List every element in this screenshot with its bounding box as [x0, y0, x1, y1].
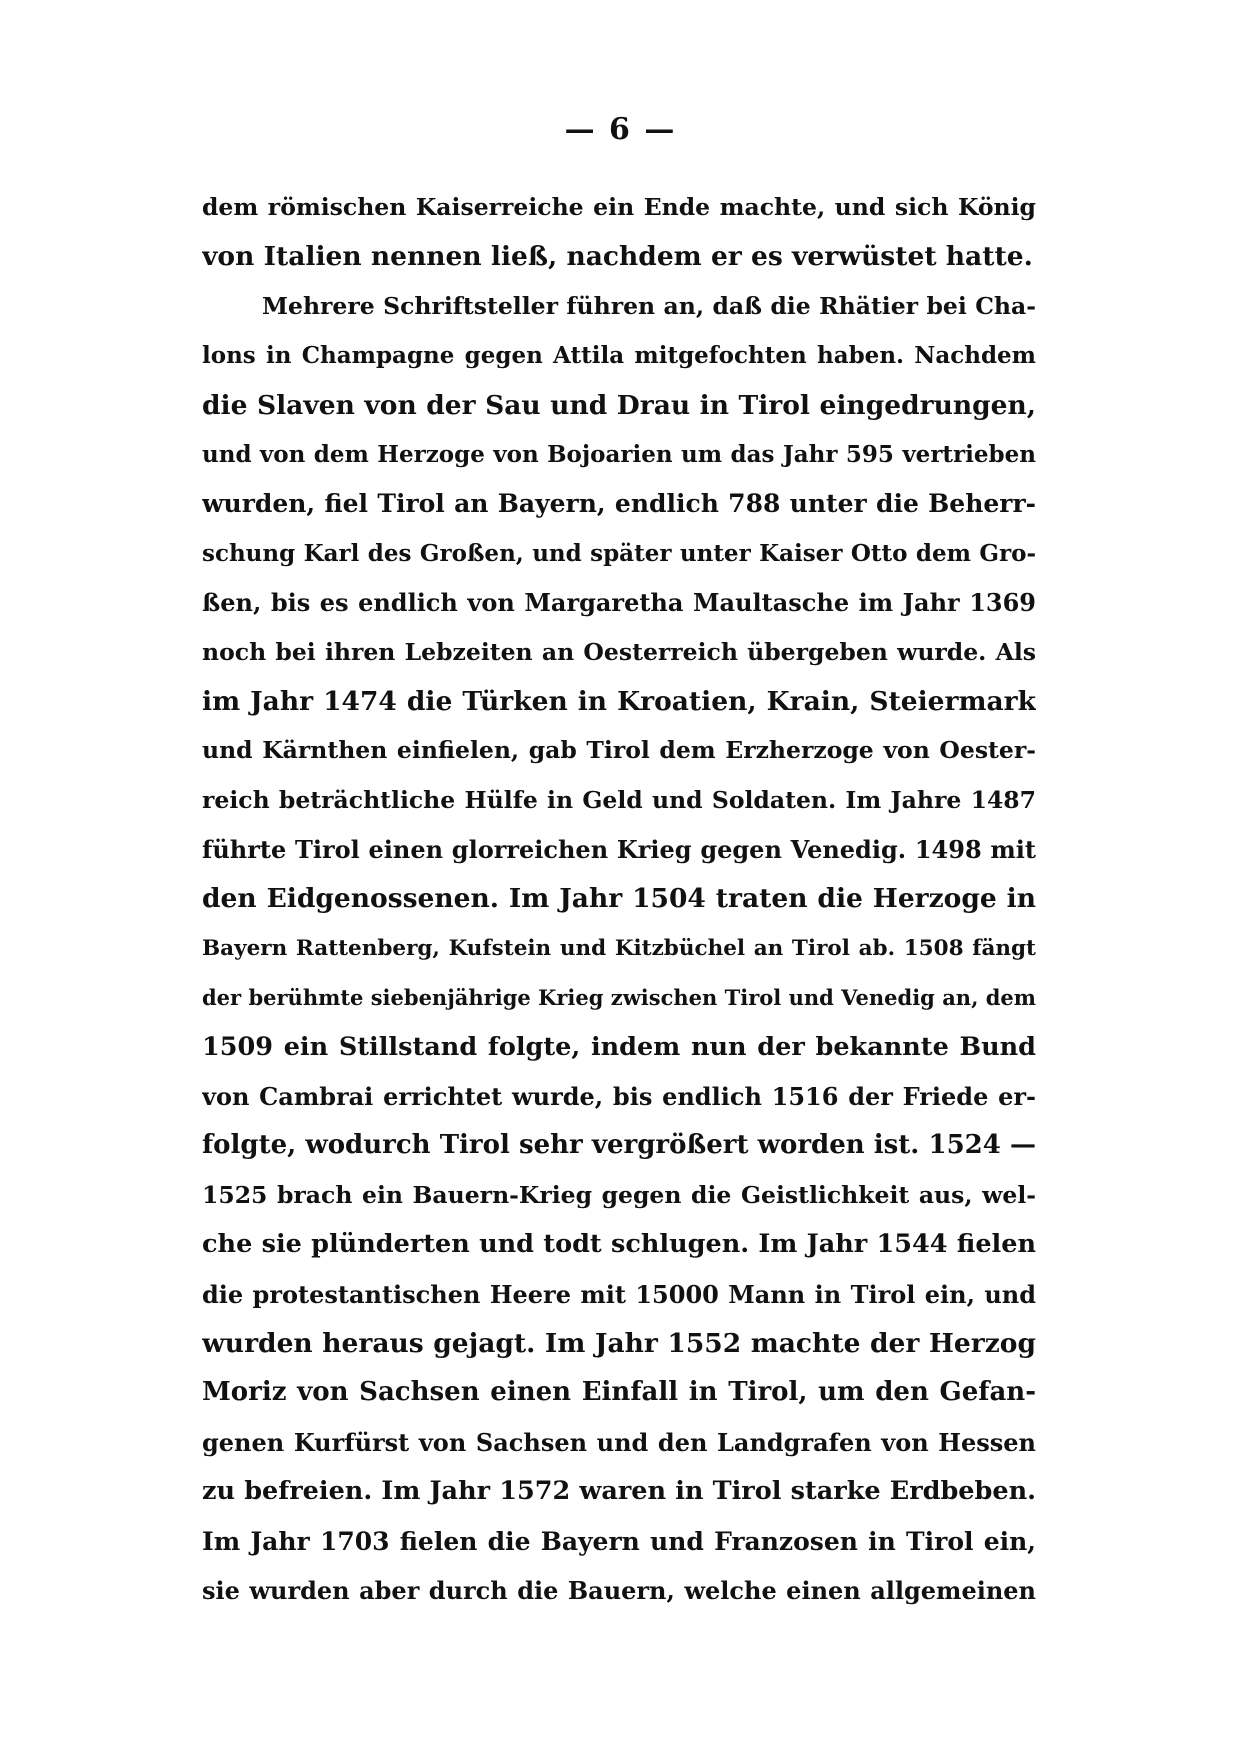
text-line: genen Kurfürst von Sachsen und den Landgrafen von Hessen — [202, 1427, 1036, 1457]
text-line: folgte, wodurch Tirol sehr vergrößert worden ist. 1524 — — [202, 1130, 1036, 1161]
text-line: im Jahr 1474 die Türken in Kroatien, Krain, Steiermark — [202, 685, 1036, 717]
text-line: Mehrere Schriftsteller führen an, daß die Rhätier bei Cha- — [262, 291, 1036, 320]
text-line: zu befreien. Im Jahr 1572 waren in Tirol starke Erdbeben. — [202, 1476, 1036, 1507]
text-line: reich beträchtliche Hülfe in Geld und Soldaten. Im Jahre 1487 — [202, 785, 1036, 814]
text-line: und Kärnthen einfielen, gab Tirol dem Erzherzoge von Oester- — [202, 736, 1036, 765]
text-line: noch bei ihren Lebzeiten an Oesterreich übergeben wurde. Als — [202, 637, 1036, 666]
text-line: 1525 brach ein Bauern-Krieg gegen die Geistlichkeit aus, wel- — [202, 1180, 1036, 1209]
text-line: wurden heraus gejagt. Im Jahr 1552 machte der Herzog — [202, 1327, 1036, 1359]
text-line: lons in Champagne gegen Attila mitgefochten haben. Nachdem — [202, 342, 1036, 370]
text-line: sie wurden aber durch die Bauern, welche einen allgemeinen — [202, 1575, 1036, 1605]
text-line: die protestantischen Heere mit 15000 Mann in Tirol ein, und — [202, 1279, 1036, 1309]
text-line: wurden, fiel Tirol an Bayern, endlich 788 unter die Beherr- — [202, 489, 1036, 519]
text-line: die Slaven von der Sau und Drau in Tirol eingedrungen, — [202, 389, 1036, 421]
text-line: che sie plünderten und todt schlugen. Im Jahr 1544 fielen — [202, 1229, 1036, 1260]
text-line: von Cambrai errichtet wurde, bis endlich 1516 der Friede er- — [202, 1082, 1036, 1112]
text-line: 1509 ein Stillstand folgte, indem nun der bekannte Bund — [202, 1031, 1036, 1062]
text-line: führte Tirol einen glorreichen Krieg gegen Venedig. 1498 mit — [202, 835, 1036, 865]
text-line: Im Jahr 1703 fielen die Bayern und Franzosen in Tirol ein, — [202, 1526, 1036, 1556]
body-text — [202, 183, 1036, 1615]
text-line: schung Karl des Großen, und später unter Kaiser Otto dem Gro- — [202, 539, 1036, 567]
text-line: von Italien nennen ließ, nachdem er es verwüstet hatte. — [202, 241, 1033, 273]
text-line: ßen, bis es endlich von Margaretha Maultasche im Jahr 1369 — [202, 588, 1036, 618]
text-line: dem römischen Kaiserreiche ein Ende machte, und sich König — [202, 193, 1036, 221]
text-line: den Eidgenossenen. Im Jahr 1504 traten die Herzoge in — [202, 883, 1036, 915]
text-line: und von dem Herzoge von Bojoarien um das Jahr 595 vertrieben — [202, 440, 1036, 468]
text-line: der berühmte siebenjährige Krieg zwischen Tirol und Venedig an, dem — [202, 985, 1036, 1011]
page-number-header: — 6 — — [564, 112, 677, 147]
text-line: Bayern Rattenberg, Kufstein und Kitzbüchel an Tirol ab. 1508 fängt — [202, 935, 1036, 961]
text-line: Moriz von Sachsen einen Einfall in Tirol, um den Gefan- — [202, 1377, 1036, 1408]
